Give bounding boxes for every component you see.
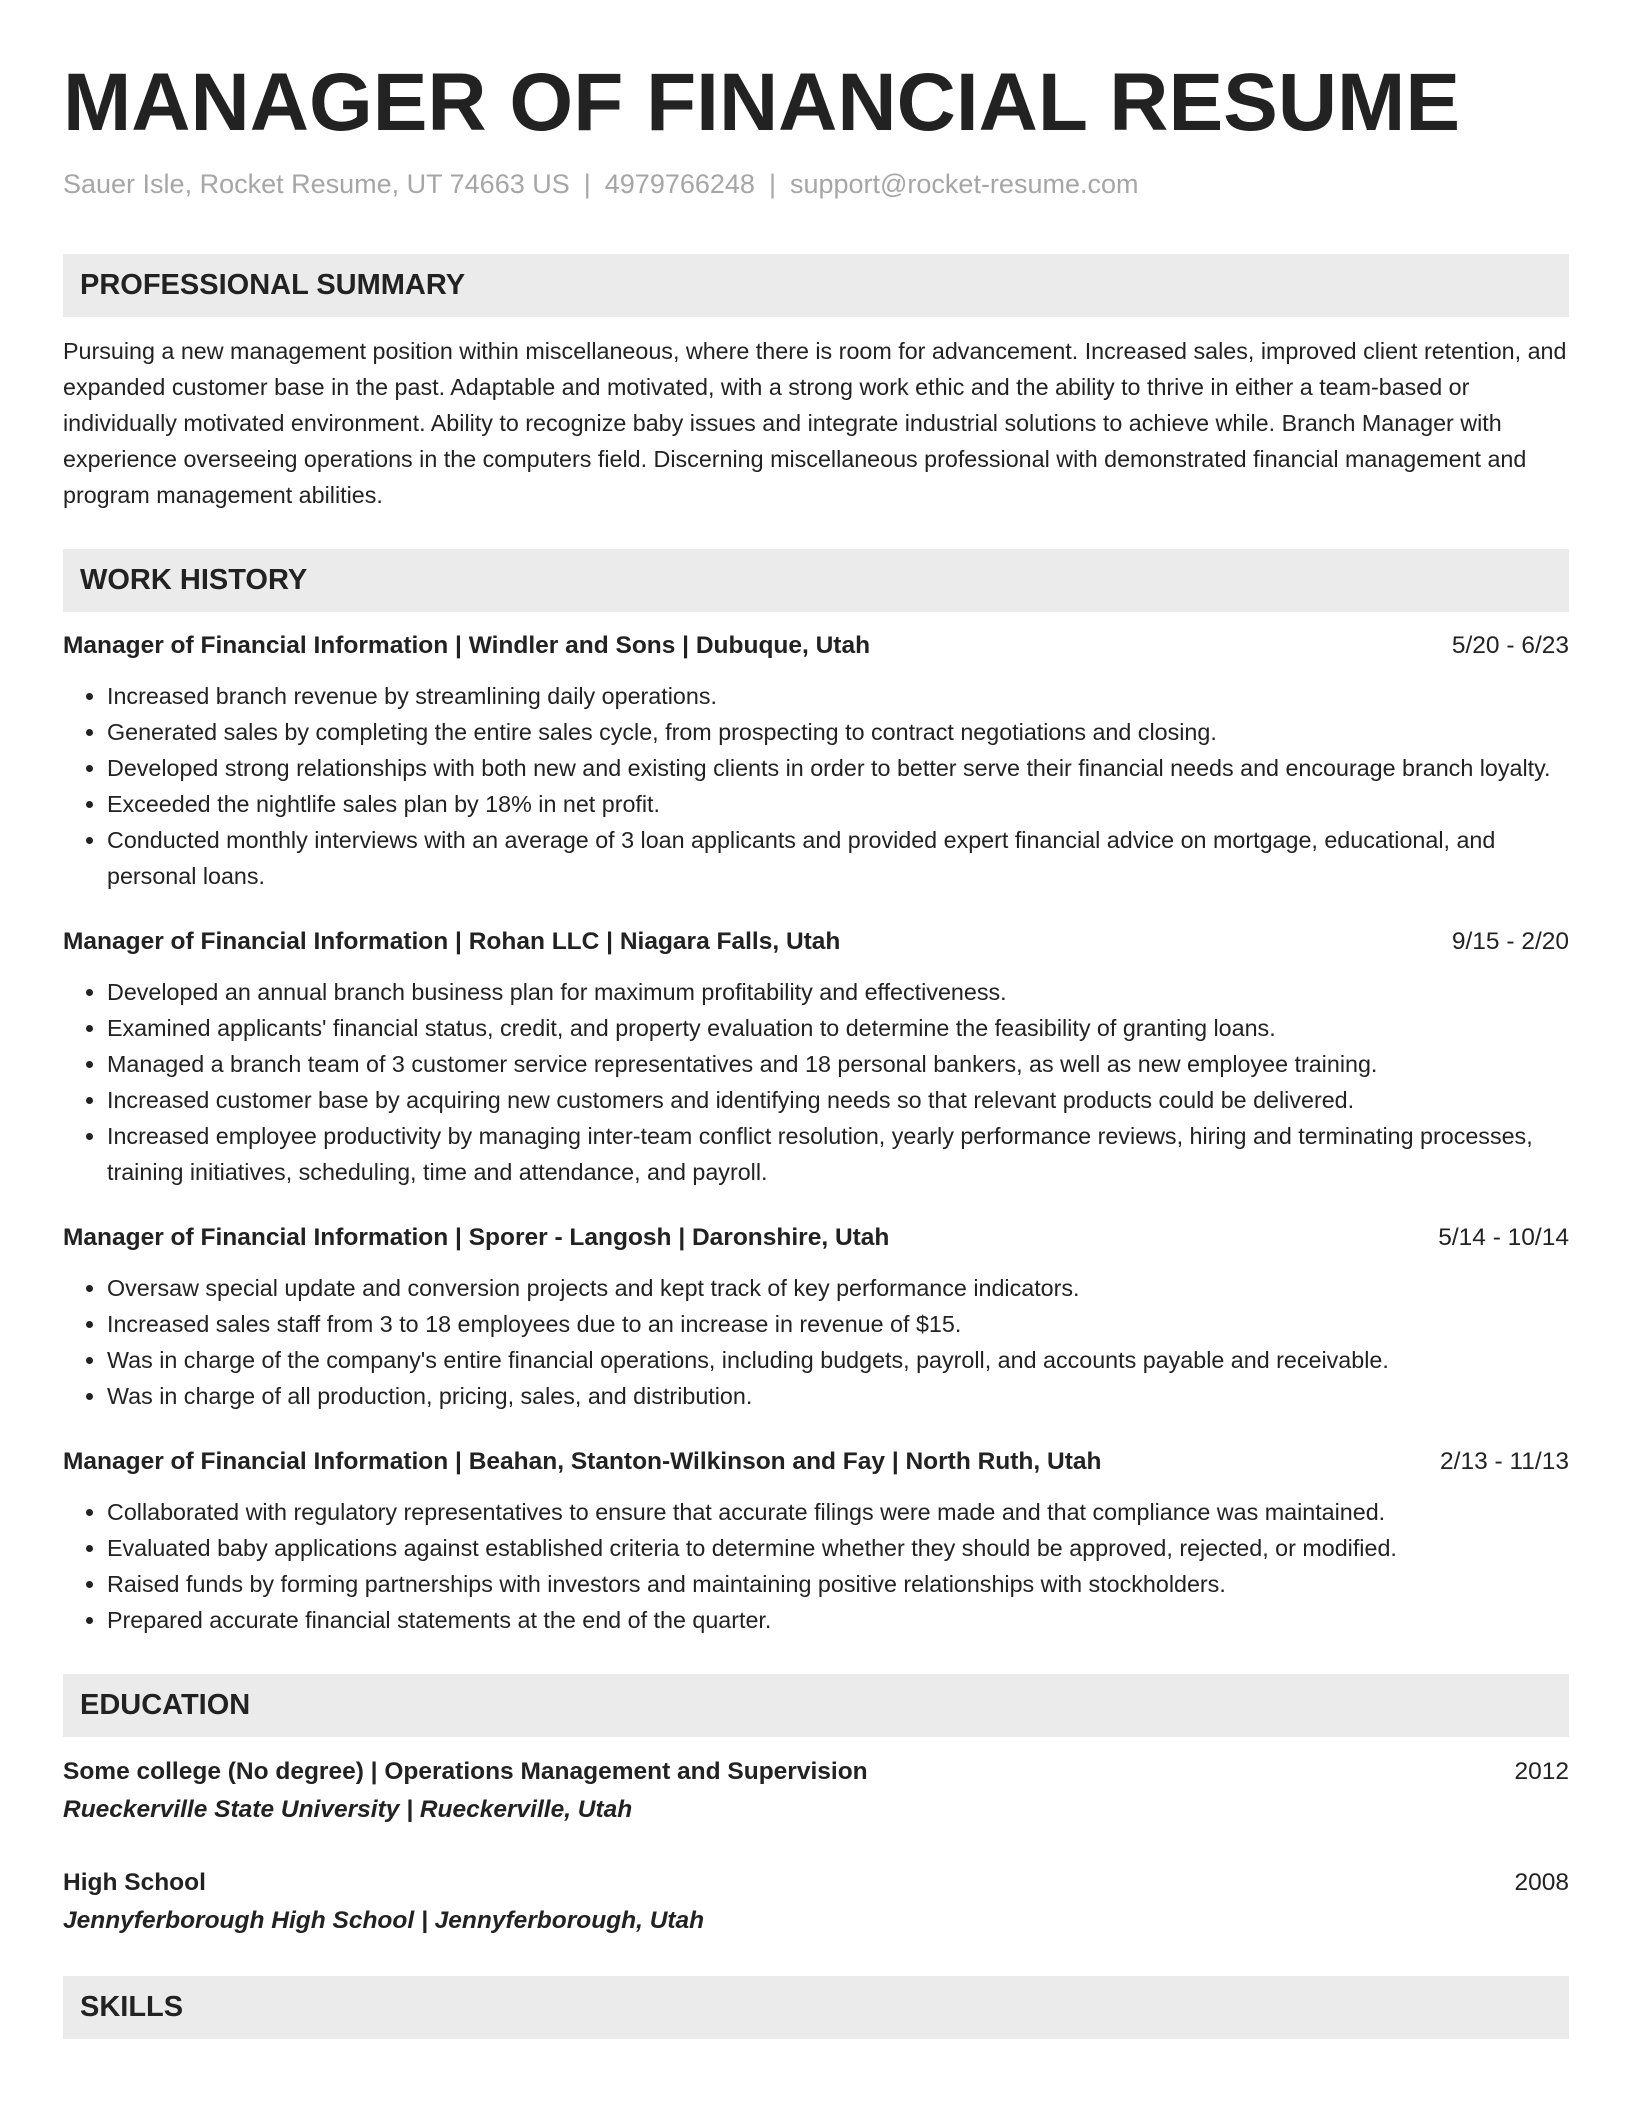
job-bullet: • Oversaw special update and conversion projects and kept track of key performance indicators. [107,1270,1569,1306]
job-date: 2/13 - 11/13 [1440,1448,1569,1475]
job-bullet: • Managed a branch team of 3 customer service representatives and 18 personal bankers, as well as new employee training. [107,1046,1569,1082]
education-title: High School [63,1869,206,1896]
job-bullet: • Was in charge of all production, pricing, sales, and distribution. [107,1378,1569,1414]
section-heading-education: EDUCATION [63,1674,1569,1737]
job-bullet: • Prepared accurate financial statements at the end of the quarter. [107,1602,1569,1638]
education-list [63,1753,1569,1940]
education-school: Rueckerville State University | Rueckerville, Utah [63,1796,633,1823]
contact-line [63,166,1569,202]
contact-address: Sauer Isle, Rocket Resume, UT 74663 US [63,169,570,199]
job-bullet-list [63,1270,1569,1414]
job-bullet: • Increased branch revenue by streamlining daily operations. [107,678,1569,714]
education-entry [63,1753,1569,1829]
summary-text: Pursuing a new management position within miscellaneous, where there is room for advancement. Increased sales, improved client retention, and expanded customer base in the past. Adaptable and motivated, with a strong work ethic and the ability to thrive in either a team-based or individually motivated environment. Ability to recognize baby issues and integrate industrial solutions to achieve while. Branch Manager with experience overseeing operations in the computers field. Discerning miscellaneous professional with demonstrated financial management and program management abilities. [63,338,1567,508]
education-header [63,1864,1569,1902]
job-title: Manager of Financial Information | Windler and Sons | Dubuque, Utah [63,632,871,659]
job-header [63,924,1569,960]
education-header [63,1753,1569,1791]
education-year: 2008 [1514,1869,1569,1896]
section-heading-skills: SKILLS [63,1976,1569,2039]
section-heading-work: WORK HISTORY [63,549,1569,612]
work-history-list [63,628,1569,1638]
job-date: 5/20 - 6/23 [1451,632,1569,659]
job-bullet: • Evaluated baby applications against established criteria to determine whether they should be approved, rejected, or modified. [107,1530,1569,1566]
job-entry [63,1444,1569,1638]
job-entry [63,1220,1569,1414]
job-bullet: • Increased employee productivity by managing inter-team conflict resolution, yearly performance reviews, hiring and terminating processes, training initiatives, scheduling, time and attendance, and payroll. [107,1118,1569,1190]
job-date: 5/14 - 10/14 [1438,1224,1569,1251]
job-bullet: • Collaborated with regulatory representatives to ensure that accurate filings were made and that compliance was maintained. [107,1494,1569,1530]
job-title: Manager of Financial Information | Rohan LLC | Niagara Falls, Utah [63,928,841,955]
job-title: Manager of Financial Information | Beahan, Stanton-Wilkinson and Fay | North Ruth, Utah [63,1448,1102,1475]
job-bullet: • Exceeded the nightlife sales plan by 18% in net profit. [107,786,1569,822]
job-bullet: • Increased sales staff from 3 to 18 employees due to an increase in revenue of $15. [107,1306,1569,1342]
job-bullet: • Increased customer base by acquiring new customers and identifying needs so that relevant products could be delivered. [107,1082,1569,1118]
job-header [63,1444,1569,1480]
job-bullet: • Developed an annual branch business plan for maximum profitability and effectiveness. [107,974,1569,1010]
section-heading-summary: PROFESSIONAL SUMMARY [63,254,1569,317]
job-bullet: • Examined applicants' financial status, credit, and property evaluation to determine the feasibility of granting loans. [107,1010,1569,1046]
job-entry [63,924,1569,1190]
job-bullet-list [63,974,1569,1190]
job-date: 9/15 - 2/20 [1451,928,1569,955]
contact-email: support@rocket-resume.com [789,169,1139,199]
job-header [63,628,1569,664]
job-bullet: • Developed strong relationships with both new and existing clients in order to better serve their financial needs and encourage branch loyalty. [107,750,1569,786]
job-bullet: • Was in charge of the company's entire financial operations, including budgets, payroll, and accounts payable and receivable. [107,1342,1569,1378]
job-bullet: • Generated sales by completing the entire sales cycle, from prospecting to contract negotiations and closing. [107,714,1569,750]
contact-separator: | [583,169,591,199]
contact-phone: 4979766248 [604,169,755,199]
resume-title: MANAGER OF FINANCIAL RESUME [63,57,1461,148]
job-title: Manager of Financial Information | Sporer - Langosh | Daronshire, Utah [63,1224,890,1251]
job-bullet-list [63,1494,1569,1638]
job-bullet: • Raised funds by forming partnerships with investors and maintaining positive relationships with stockholders. [107,1566,1569,1602]
job-bullet-list [63,678,1569,894]
job-header [63,1220,1569,1256]
job-entry [63,628,1569,894]
contact-separator: | [768,169,776,199]
education-title: Some college (No degree) | Operations Management and Supervision [63,1758,868,1785]
education-entry [63,1864,1569,1940]
education-school: Jennyferborough High School | Jennyferborough, Utah [63,1907,705,1934]
job-bullet: • Conducted monthly interviews with an average of 3 loan applicants and provided expert financial advice on mortgage, educational, and personal loans. [107,822,1569,894]
education-year: 2012 [1514,1758,1569,1785]
